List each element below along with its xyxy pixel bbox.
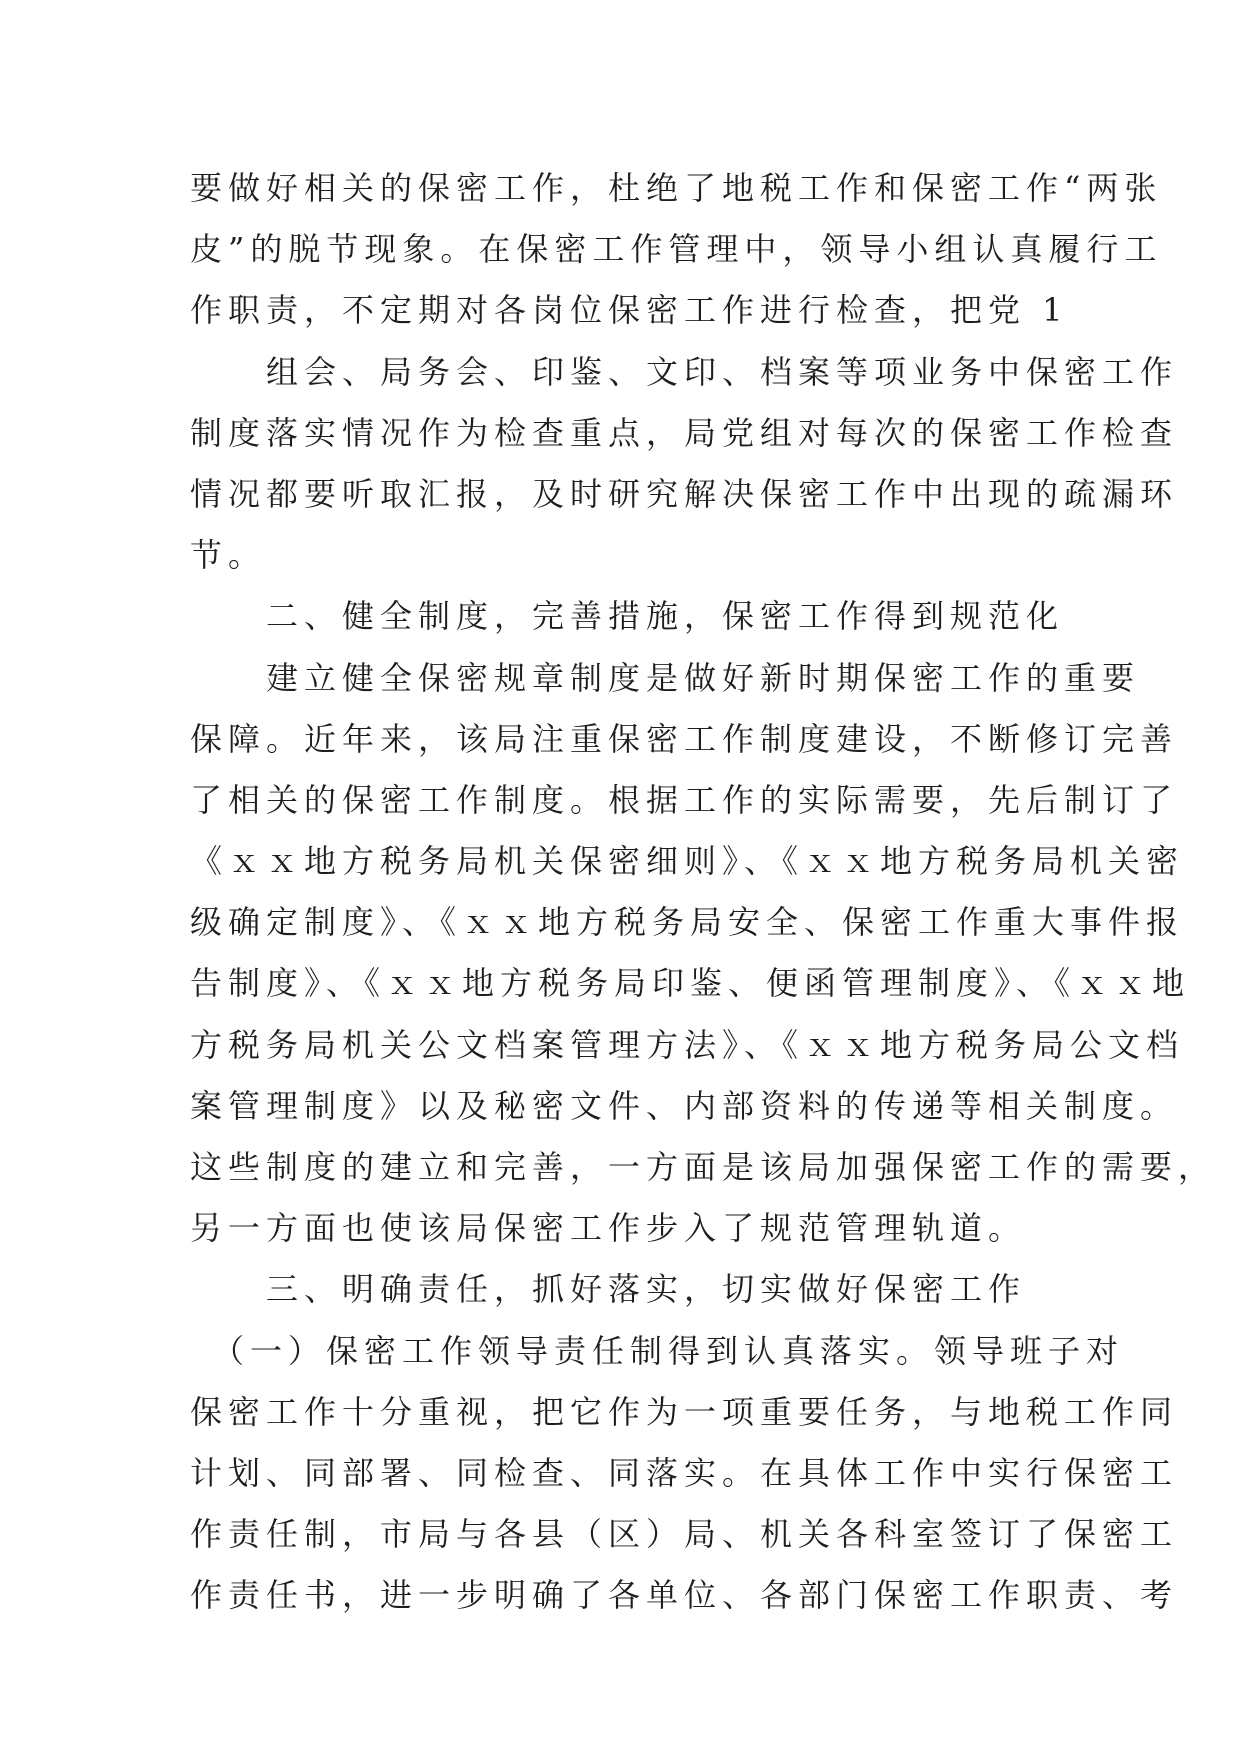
- text-line: 情况都要听取汇报，及时研究解决保密工作中出现的疏漏环: [190, 474, 1179, 513]
- text-line: 案管理制度》以及秘密文件、内部资料的传递等相关制度。: [190, 1086, 1179, 1125]
- text-line: 了相关的保密工作制度。根据工作的实际需要，先后制订了: [190, 780, 1179, 819]
- text-line: 皮”的脱节现象。在保密工作管理中，领导小组认真履行工: [190, 230, 1163, 269]
- text-line: 告制度》、《ｘｘ地方税务局印鉴、便函管理制度》、《ｘｘ地: [190, 964, 1191, 1003]
- text-line: 级确定制度》、《ｘｘ地方税务局安全、保密工作重大事件报: [190, 903, 1185, 942]
- text-line: 建立健全保密规章制度是做好新时期保密工作的重要: [190, 658, 1141, 697]
- text-line: 这些制度的建立和完善，一方面是该局加强保密工作的需要，: [190, 1148, 1217, 1186]
- section-heading: 二、健全制度，完善措施，保密工作得到规范化: [190, 597, 1065, 636]
- text-line: 要做好相关的保密工作，杜绝了地税工作和保密工作“两张: [190, 169, 1163, 207]
- text-line: 作责任书，进一步明确了各单位、各部门保密工作职责、考: [190, 1576, 1179, 1615]
- text-line: 方税务局机关公文档案管理方法》、《ｘｘ地方税务局公文档: [190, 1025, 1185, 1064]
- text-line: 保密工作十分重视，把它作为一项重要任务，与地税工作同: [190, 1392, 1179, 1431]
- text-line: 另一方面也使该局保密工作步入了规范管理轨道。: [190, 1209, 1027, 1248]
- text-line: 作职责，不定期对各岗位保密工作进行检查，把党 1: [190, 291, 1069, 330]
- text-line: （一）保密工作领导责任制得到认真落实。领导班子对: [190, 1331, 1125, 1370]
- text-line: 保障。近年来，该局注重保密工作制度建设，不断修订完善: [190, 719, 1179, 758]
- text-line: 制度落实情况作为检查重点，局党组对每次的保密工作检查: [190, 413, 1179, 452]
- text-line: 计划、同部署、同检查、同落实。在具体工作中实行保密工: [190, 1453, 1179, 1492]
- text-line: 组会、局务会、印鉴、文印、档案等项业务中保密工作: [190, 352, 1179, 391]
- text-line: 作责任制，市局与各县（区）局、机关各科室签订了保密工: [190, 1515, 1179, 1554]
- body-text: [190, 158, 1217, 1627]
- text-line: 节。: [190, 536, 267, 575]
- text-line: 《ｘｘ地方税务局机关保密细则》、《ｘｘ地方税务局机关密: [190, 842, 1185, 881]
- section-heading: 三、明确责任，抓好落实，切实做好保密工作: [190, 1270, 1027, 1309]
